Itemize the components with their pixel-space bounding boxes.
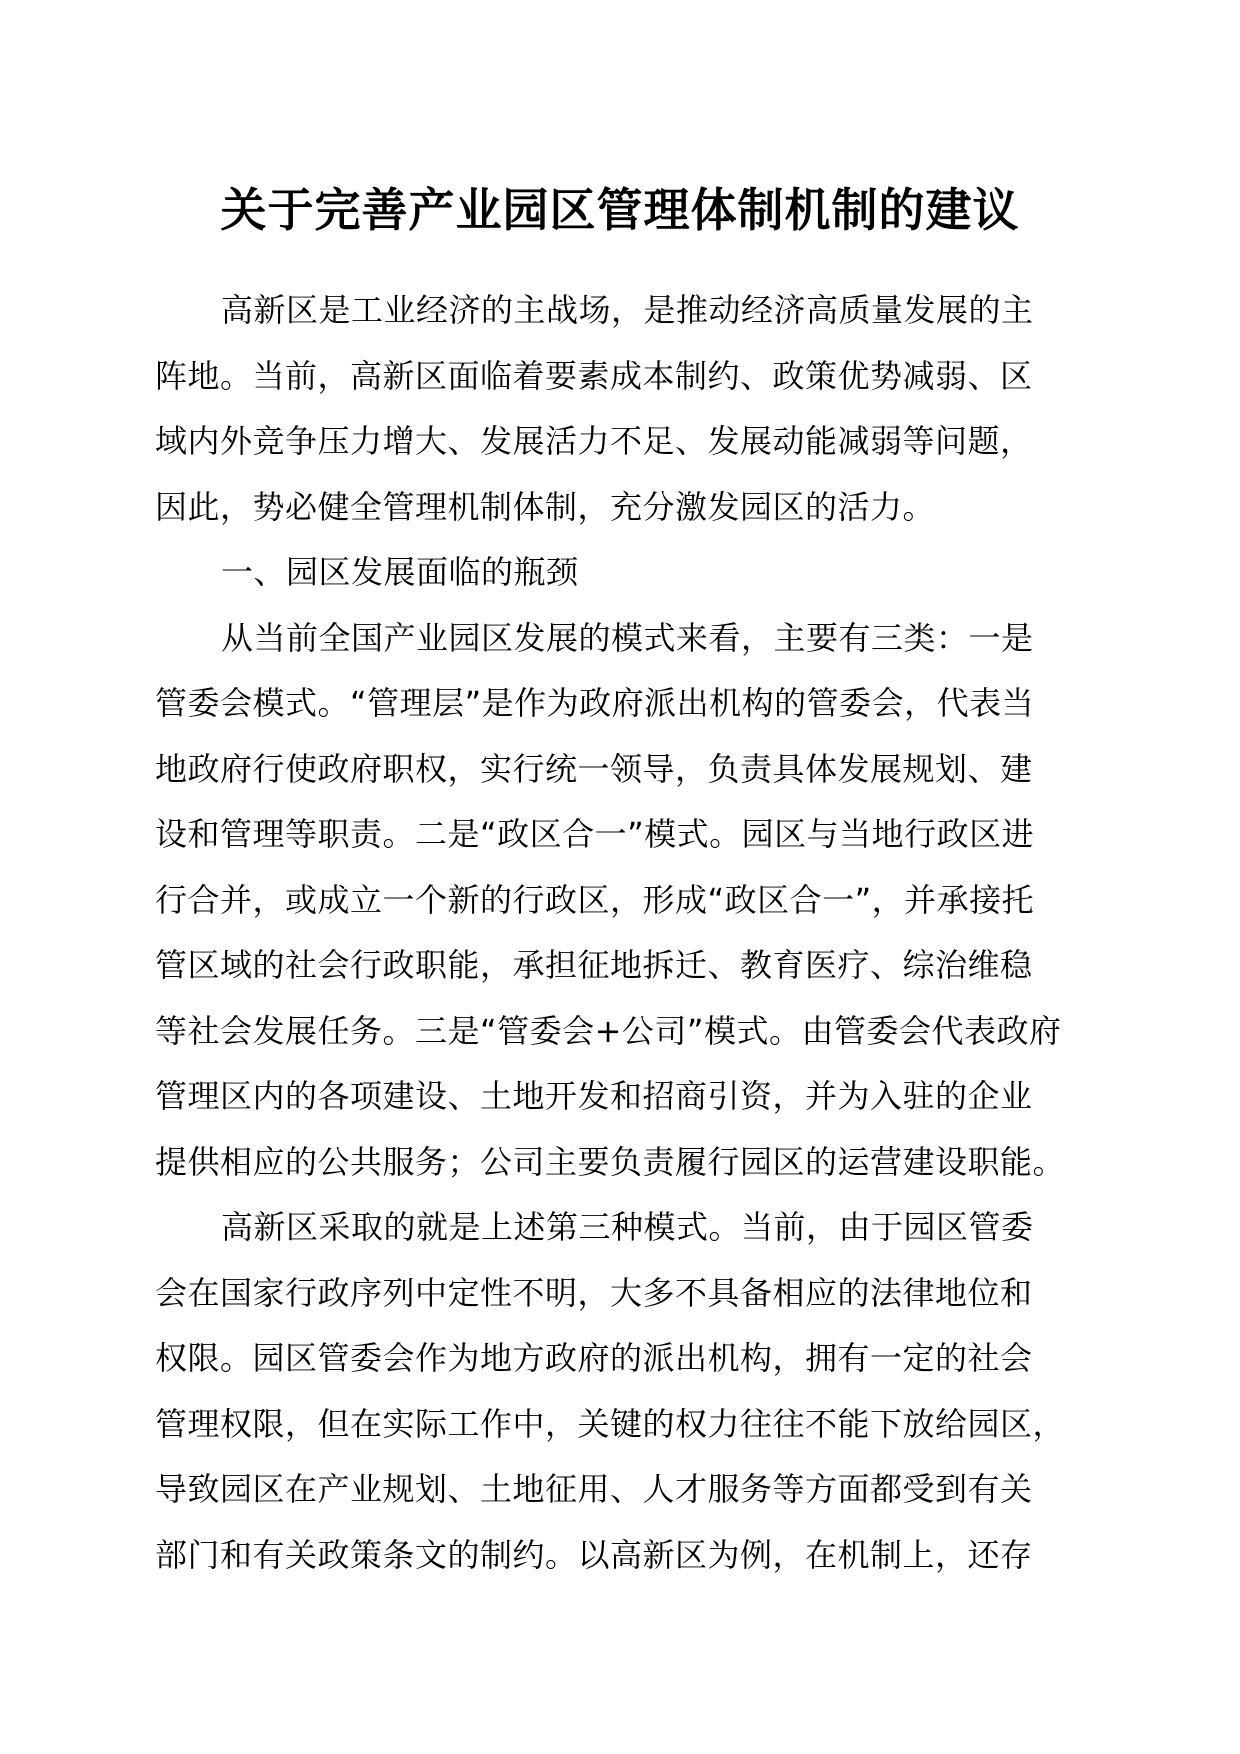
section-heading: 一、园区发展面临的瓶颈 bbox=[221, 553, 579, 591]
body-line: 因此，势必健全管理机制体制，充分激发园区的活力。 bbox=[155, 487, 936, 526]
body-line: 权限。园区管委会作为地方政府的派出机构，拥有一定的社会 bbox=[155, 1339, 1033, 1377]
body-line: 行合并，或成立一个新的行政区，形成“政区合一”，并承接托 bbox=[155, 880, 1035, 919]
body-line: 部门和有关政策条文的制约。以高新区为例，在机制上，还存 bbox=[155, 1535, 1033, 1574]
document-body bbox=[155, 278, 1085, 1588]
body-line: 高新区是工业经济的主战场，是推动经济高质量发展的主 bbox=[221, 291, 1034, 329]
body-line: 阵地。当前，高新区面临着要素成本制约、政策优势减弱、区 bbox=[155, 356, 1033, 395]
body-line: 管理权限，但在实际工作中，关键的权力往往不能下放给园区， bbox=[155, 1404, 1066, 1443]
body-line: 会在国家行政序列中定性不明，大多不具备相应的法律地位和 bbox=[155, 1273, 1033, 1312]
body-line: 从当前全国产业园区发展的模式来看，主要有三类：一是 bbox=[221, 618, 1034, 657]
body-line: 设和管理等职责。二是“政区合一”模式。园区与当地行政区进 bbox=[155, 815, 1035, 853]
document-title: 关于完善产业园区管理体制机制的建议 bbox=[220, 183, 1020, 237]
body-line: 管委会模式。“管理层”是作为政府派出机构的管委会，代表当 bbox=[155, 684, 1035, 722]
body-line: 导致园区在产业规划、土地征用、人才服务等方面都受到有关 bbox=[155, 1470, 1033, 1508]
body-line: 管理区内的各项建设、土地开发和招商引资，并为入驻的企业 bbox=[155, 1077, 1033, 1115]
body-line: 高新区采取的就是上述第三种模式。当前，由于园区管委 bbox=[221, 1208, 1034, 1246]
body-line: 等社会发展任务。三是“管委会+公司”模式。由管委会代表政府 bbox=[155, 1011, 1062, 1050]
body-line: 提供相应的公共服务；公司主要负责履行园区的运营建设职能。 bbox=[155, 1142, 1066, 1181]
body-line: 管区域的社会行政职能，承担征地拆迁、教育医疗、综治维稳 bbox=[155, 946, 1033, 984]
body-line: 域内外竞争压力增大、发展活力不足、发展动能减弱等问题， bbox=[155, 422, 1033, 460]
body-line: 地政府行使政府职权，实行统一领导，负责具体发展规划、建 bbox=[155, 749, 1033, 788]
